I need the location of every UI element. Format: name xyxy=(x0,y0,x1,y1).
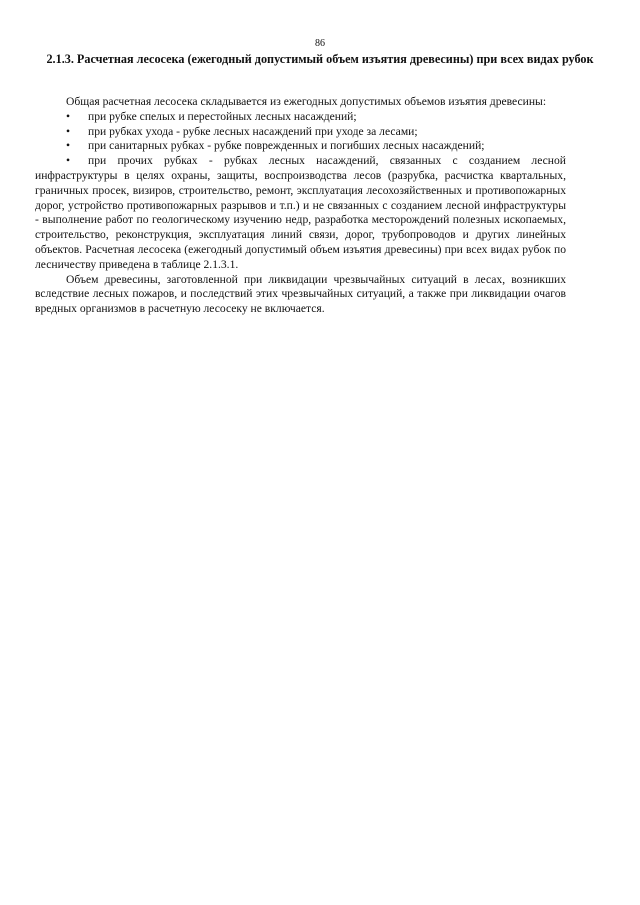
list-item-text: при прочих рубках - рубках лесных насаждений, связанных с созданием лесной инфраструктуры в целях охраны, защиты, воспроизводства лесов (разрубка, расчистка квартальных, граничных просек, визиров, строительство, ремонт, эксплуатация лесохозяйственных и противопожарных дорог, устройство противопожарных разрывов и т.п.) и не связанных с созданием лесной инфраструктуры - выполнение работ по геологическому изучению недр, разработка месторождений полезных ископаемых, строительство, реконструкция, эксплуатация линий связи, дорог, трубопроводов и других линейных объектов. Расчетная лесосека (ежегодный допустимый объем изъятия древесины) при всех видах рубок по лесничеству приведена в таблице 2.1.3.1. xyxy=(35,154,566,271)
section-heading: 2.1.3. Расчетная лесосека (ежегодный допустимый объем изъятия древесины) при всех видах рубок xyxy=(46,52,594,66)
bullet-icon xyxy=(66,154,76,169)
list-item-text: при рубках ухода - рубке лесных насаждений при уходе за лесами; xyxy=(88,124,418,138)
bullet-icon xyxy=(66,110,76,125)
list-item xyxy=(35,125,566,140)
list-item-text: при санитарных рубках - рубке поврежденных и погибших лесных насаждений; xyxy=(88,139,485,153)
body-text xyxy=(35,95,566,317)
list-item-text: при рубке спелых и перестойных лесных насаждений; xyxy=(88,109,357,123)
list-item xyxy=(35,110,566,125)
list-item xyxy=(35,139,566,154)
list-item xyxy=(35,154,566,272)
page-number: 86 xyxy=(315,38,325,49)
bullet-list xyxy=(35,110,566,273)
intro-paragraph: Общая расчетная лесосека складывается из ежегодных допустимых объемов изъятия древесины: xyxy=(66,95,547,108)
bullet-icon xyxy=(66,139,76,154)
bullet-icon xyxy=(66,125,76,140)
closing-paragraph: Объем древесины, заготовленной при ликвидации чрезвычайных ситуаций в лесах, возникших вследствие лесных пожаров, и последствий этих чрезвычайных ситуаций, а также при ликвидации очагов вредных организмов в расчетную лесосеку не включается. xyxy=(35,272,566,316)
